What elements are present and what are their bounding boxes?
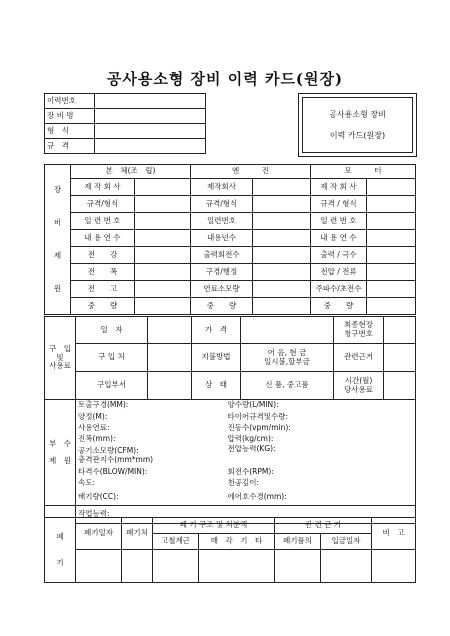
spec-label: 중 량 <box>191 298 253 315</box>
info-label: 이력번호 <box>45 94 95 109</box>
spec-field[interactable] <box>135 298 191 315</box>
spec-field[interactable] <box>367 281 416 298</box>
purchase-field[interactable] <box>384 372 416 400</box>
disposal-place-header: 폐기처 <box>122 518 153 550</box>
purchase-field[interactable] <box>148 372 192 400</box>
spec-label: 주파수/초전수 <box>311 281 367 298</box>
spec-label: 내 용 연 수 <box>71 230 135 247</box>
info-value-field[interactable] <box>95 124 206 139</box>
spec-label: 규격 / 형식 <box>311 196 367 213</box>
purchase-label: 관련근거 <box>334 344 384 372</box>
info-label: 장 비 명 <box>45 109 95 124</box>
info-label: 규 격 <box>45 139 95 154</box>
spec-field[interactable] <box>135 179 191 196</box>
spec-label: 연료소모량 <box>191 281 253 298</box>
spec-field[interactable] <box>135 247 191 264</box>
purchase-label: 상 태 <box>192 372 241 400</box>
spec-table <box>44 164 416 315</box>
info-label: 형 식 <box>45 124 95 139</box>
purchase-label: 최종현장 청구번호 <box>334 317 384 344</box>
spec-field[interactable] <box>253 264 311 281</box>
purchase-label: 시간(월) 당사용료 <box>334 372 384 400</box>
spec-field[interactable] <box>253 281 311 298</box>
accessory-side-label: 부 수 제 원 <box>45 400 76 506</box>
purchase-field[interactable] <box>241 317 334 344</box>
accessory-field[interactable]: 진폭(mm): <box>76 434 226 445</box>
purchase-field[interactable] <box>148 344 192 372</box>
page-title: 공사용소형 장비 이력 카드(원장) <box>106 70 344 88</box>
spec-label: 중 량 <box>311 298 367 315</box>
spec-field[interactable] <box>367 196 416 213</box>
engine-header: 엔 진 <box>191 165 311 179</box>
accessory-field[interactable]: 양정(M): <box>76 412 226 423</box>
card-title-box <box>298 93 417 157</box>
spec-field[interactable] <box>253 213 311 230</box>
spec-field[interactable] <box>367 298 416 315</box>
body-header: 본 체(조 립) <box>71 165 191 179</box>
purchase-field[interactable] <box>384 317 416 344</box>
info-value-field[interactable] <box>95 139 206 154</box>
disposal-structure-header: 폐 기 구조 및 처분액 <box>153 518 275 534</box>
accessory-field[interactable]: 토출구경(MM): <box>76 400 226 412</box>
purchase-field[interactable] <box>148 317 192 344</box>
sale-other-field[interactable] <box>199 550 275 583</box>
spec-field[interactable] <box>367 179 416 196</box>
accessory-field[interactable]: 공기소모량(CFM): 충격판지수(mm*mm) <box>76 445 226 467</box>
spec-label: 전 강 <box>71 247 135 264</box>
condition-options[interactable]: 신 품, 중고품 <box>241 372 334 400</box>
disposal-table <box>44 517 416 583</box>
payment-options[interactable]: 어 음, 현 금 일시불,할부금 <box>241 344 334 372</box>
spec-label: 전압 / 전류 <box>311 264 367 281</box>
accessory-field[interactable]: 진동수(vpm/min): <box>226 423 416 434</box>
disposal-place-field[interactable] <box>122 550 153 583</box>
deposit-date-header: 입금일자 <box>321 534 372 550</box>
info-table <box>44 93 206 154</box>
accessory-table <box>44 399 416 524</box>
purchase-label: 지불방법 <box>192 344 241 372</box>
accessory-field[interactable]: 전압능력(KG): <box>226 445 416 467</box>
info-value-field[interactable] <box>95 94 206 109</box>
purchase-side-label: 구 입 및 사용료 <box>45 317 76 400</box>
purchase-label: 구입부서 <box>76 372 148 400</box>
purchase-label: 구 입 처 <box>76 344 148 372</box>
info-value-field[interactable] <box>95 109 206 124</box>
accessory-field[interactable]: 양수량(L/MIN): <box>226 400 416 412</box>
accessory-field[interactable]: 압력(kg/cm): <box>226 434 416 445</box>
purchase-label: 가 격 <box>192 317 241 344</box>
spec-field[interactable] <box>135 281 191 298</box>
spec-label: 제 작 회 사 <box>71 179 135 196</box>
spec-label: 규격/형식 <box>71 196 135 213</box>
disposal-approval-header: 폐기품의 <box>275 534 321 550</box>
spec-side-label: 장 비 제 원 <box>45 165 71 315</box>
accessory-field[interactable]: 천공깊이: <box>226 478 416 490</box>
spec-field[interactable] <box>253 196 311 213</box>
spec-field[interactable] <box>367 213 416 230</box>
work-capacity-field[interactable]: 작업능력: <box>76 506 416 524</box>
card-title-line1: 공사용소형 장비 <box>329 110 386 119</box>
spec-field[interactable] <box>253 247 311 264</box>
accessory-field[interactable]: 타격수(BLOW/MIN): <box>76 467 226 478</box>
spec-label: 규격/형식 <box>191 196 253 213</box>
spec-label: 일련번호 <box>191 213 253 230</box>
spec-field[interactable] <box>135 213 191 230</box>
purchase-label: 일 자 <box>76 317 148 344</box>
spec-label: 구경/행정 <box>191 264 253 281</box>
spec-label: 제 작 회 사 <box>311 179 367 196</box>
purchase-field[interactable] <box>384 344 416 372</box>
scrap-weigh-field[interactable] <box>153 550 199 583</box>
accessory-field[interactable]: 회전수(RPM): <box>226 467 416 478</box>
card-title-line2: 이력 카드(원장) <box>329 131 386 140</box>
motor-header: 모 터 <box>311 165 416 179</box>
spec-field[interactable] <box>135 196 191 213</box>
spec-field[interactable] <box>367 264 416 281</box>
spec-field[interactable] <box>367 247 416 264</box>
remarks-field[interactable] <box>372 550 416 583</box>
spec-field[interactable] <box>135 230 191 247</box>
spec-label: 중 량 <box>71 298 135 315</box>
spec-field[interactable] <box>253 179 311 196</box>
scrap-weigh-header: 고철계근 <box>153 534 199 550</box>
spec-field[interactable] <box>367 230 416 247</box>
spec-label: 내용년수 <box>191 230 253 247</box>
spec-field[interactable] <box>253 298 311 315</box>
spec-label: 전 고 <box>71 281 135 298</box>
disposal-approval-field[interactable] <box>275 550 321 583</box>
purchase-table <box>44 316 416 400</box>
deposit-date-field[interactable] <box>321 550 372 583</box>
sale-other-header: 매 각 기 타 <box>199 534 275 550</box>
spec-label: 제작회사 <box>191 179 253 196</box>
spec-field[interactable] <box>135 264 191 281</box>
remarks-header: 비 고 <box>372 518 416 550</box>
spec-label: 내 용 연 수 <box>311 230 367 247</box>
disposal-side-label: 폐 기 <box>45 518 76 583</box>
accessory-field[interactable]: 에어호수경(mm): <box>226 490 416 506</box>
spec-field[interactable] <box>253 230 311 247</box>
accessory-field[interactable]: 타이어규격및수량: <box>226 412 416 423</box>
disposal-date-field[interactable] <box>76 550 122 583</box>
accessory-field[interactable]: 배기량(CC): <box>76 490 226 506</box>
disposal-date-header: 폐기일자 <box>76 518 122 550</box>
spec-label: 전 폭 <box>71 264 135 281</box>
related-basis-header: 관 련 근 거 <box>275 518 372 534</box>
spec-label: 출력회전수 <box>191 247 253 264</box>
spec-label: 일 련 번 호 <box>311 213 367 230</box>
accessory-field[interactable]: 속도: <box>76 478 226 490</box>
spec-label: 출력 / 극수 <box>311 247 367 264</box>
accessory-field[interactable]: 사용연료: <box>76 423 226 434</box>
spec-label: 일 련 번 호 <box>71 213 135 230</box>
